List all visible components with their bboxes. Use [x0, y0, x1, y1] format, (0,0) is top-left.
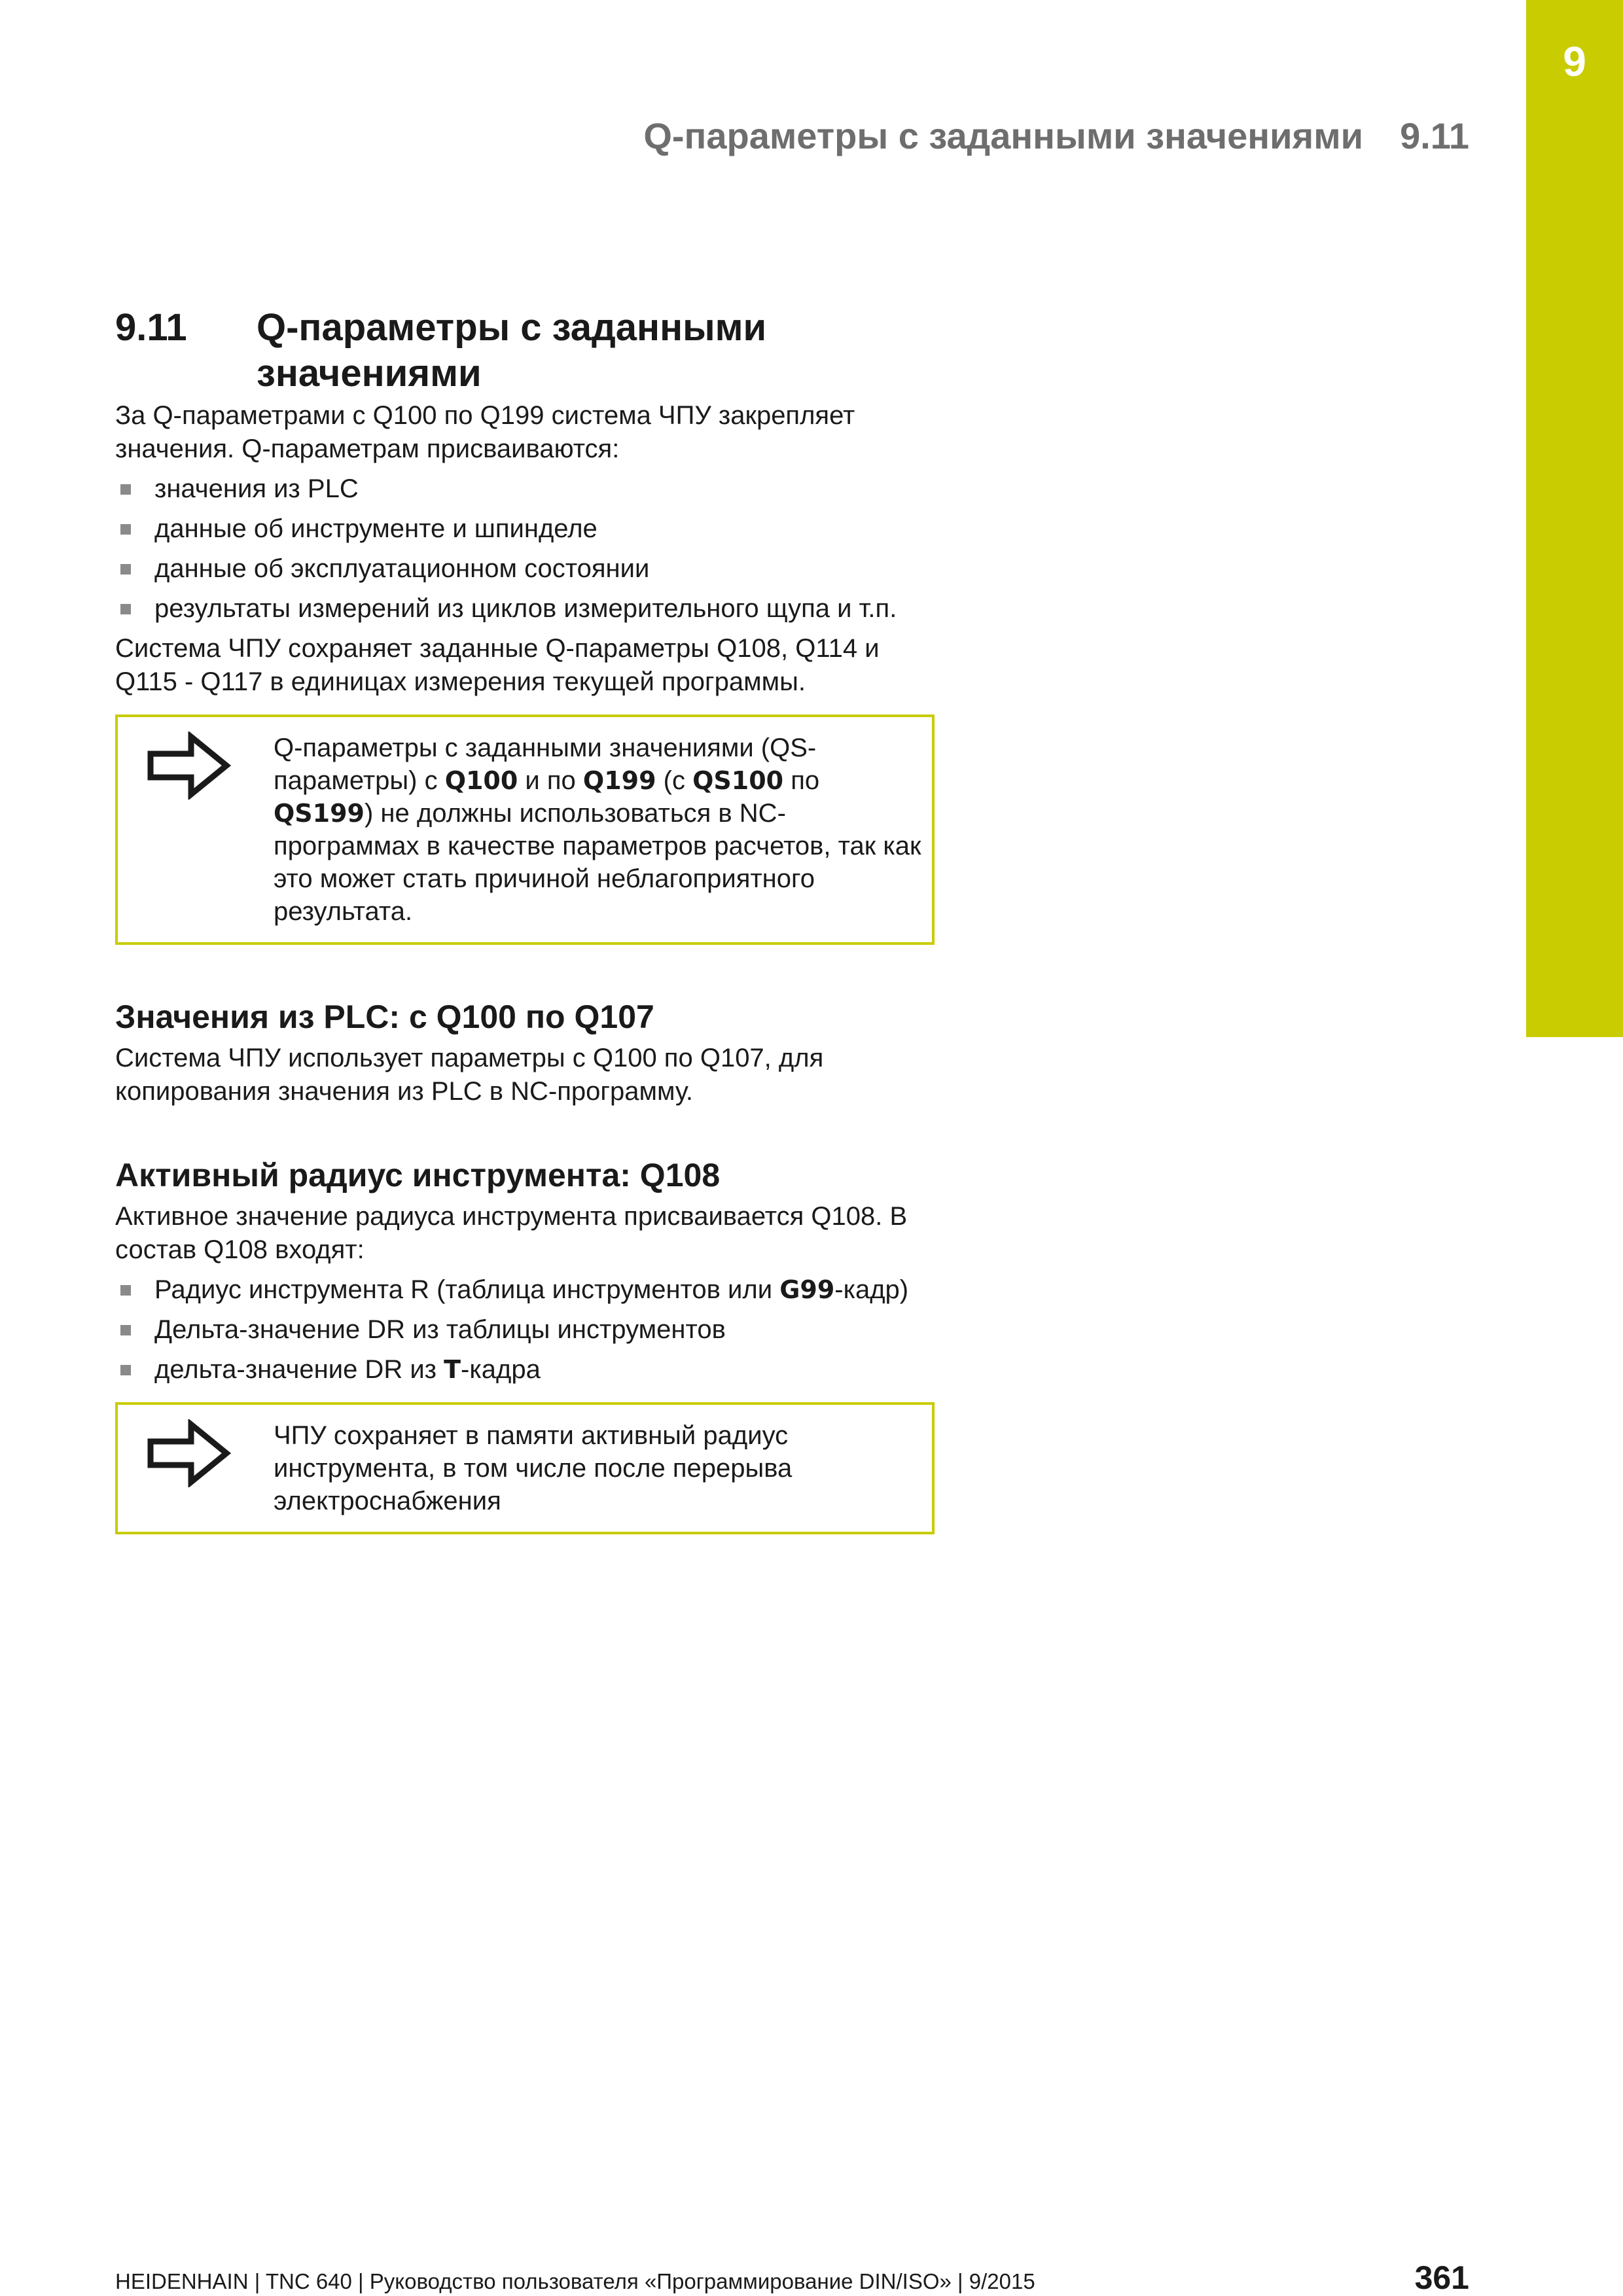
section-title: Q-параметры с заданными значениями: [257, 306, 767, 395]
running-header: [458, 115, 1469, 156]
chapter-number: 9: [1563, 38, 1586, 85]
arrow-right-icon: [118, 717, 274, 942]
section-number: 9.11: [115, 306, 187, 349]
assigned-values-list: [115, 472, 940, 626]
running-header-section: 9.11: [1400, 115, 1469, 156]
plc-paragraph: Система ЧПУ использует параметры с Q100 по Q107, для копирования значения из PLC в NC-программу.: [115, 1044, 824, 1106]
note-text: Q-параметры с заданными значениями (QS-параметры) с Q100 и по Q199 (с QS100 по QS199) не должны использоваться в NC-программах в качестве параметров расчетов, так как это может стать причиной неблагоприятного результата.: [274, 733, 921, 926]
units-paragraph: Система ЧПУ сохраняет заданные Q-параметры Q108, Q114 и Q115 - Q117 в единицах измерения текущей программы.: [115, 634, 880, 696]
note-box: [115, 715, 935, 945]
list-item: данные об инструменте и шпинделе: [115, 512, 940, 546]
list-item: результаты измерений из циклов измерительного щупа и т.п.: [115, 592, 940, 626]
code-qs199: QS199: [274, 799, 365, 828]
list-item: Дельта-значение DR из таблицы инструментов: [115, 1313, 940, 1347]
code-g99: G99: [779, 1275, 835, 1304]
list-item: данные об эксплуатационном состоянии: [115, 552, 940, 586]
radius-paragraph: Активное значение радиуса инструмента присваивается Q108. В состав Q108 входят:: [115, 1202, 908, 1264]
subsection-heading-radius: Активный радиус инструмента: Q108: [115, 1157, 721, 1193]
code-q199: Q199: [582, 766, 656, 795]
list-item: Радиус инструмента R (таблица инструментов или G99-кадр): [115, 1273, 940, 1307]
code-q100: Q100: [444, 766, 518, 795]
page-footer: HEIDENHAIN | TNC 640 | Руководство пользователя «Программирование DIN/ISO» | 9/2015: [115, 2269, 1035, 2293]
note-text: ЧПУ сохраняет в памяти активный радиус инструмента, в том числе после перерыва электроснабжения: [274, 1421, 793, 1515]
radius-components-list: [115, 1273, 940, 1386]
note-box: [115, 1402, 935, 1534]
intro-paragraph: За Q-параметрами с Q100 по Q199 система ЧПУ закрепляет значения. Q-параметрам присваиваются:: [115, 401, 855, 463]
section-heading: [115, 305, 940, 397]
list-item: дельта-значение DR из T-кадра: [115, 1353, 940, 1386]
subsection-heading-plc: Значения из PLC: с Q100 по Q107: [115, 998, 654, 1035]
page-number: 361: [1414, 2259, 1469, 2296]
chapter-tab: [1526, 0, 1623, 1037]
arrow-right-icon: [118, 1405, 274, 1532]
code-qs100: QS100: [692, 766, 784, 795]
list-item: значения из PLC: [115, 472, 940, 506]
code-t: T: [444, 1355, 461, 1384]
running-header-title: Q-параметры с заданными значениями: [643, 115, 1364, 156]
page-content: [115, 305, 940, 1534]
